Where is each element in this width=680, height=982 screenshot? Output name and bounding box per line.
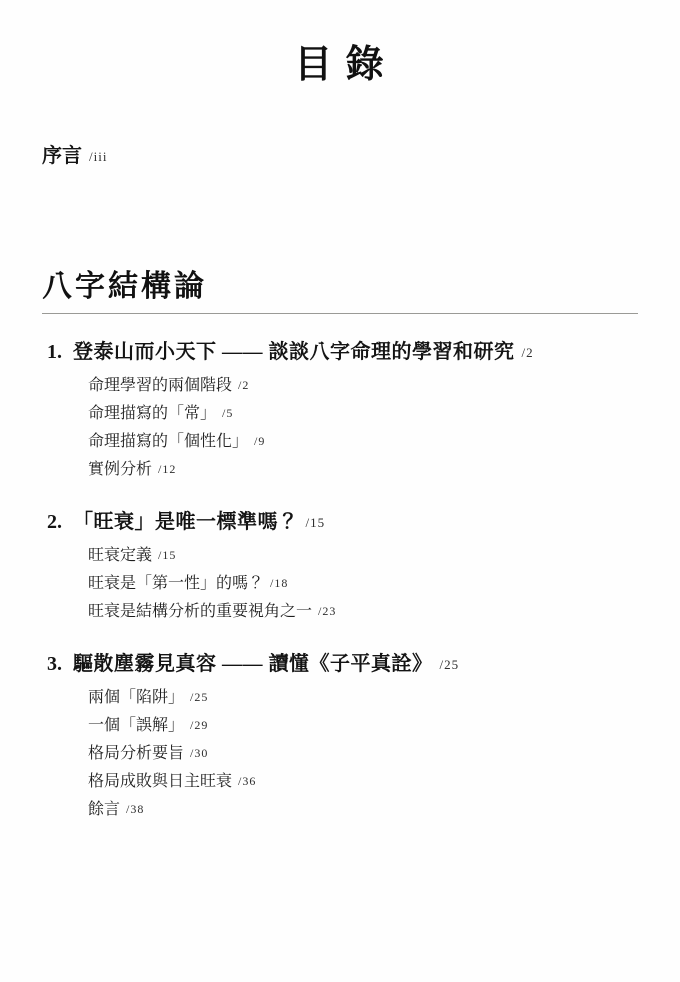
subsection-page-number: /25 bbox=[190, 689, 209, 704]
subsection-entry bbox=[42, 400, 638, 428]
subsection-entry bbox=[42, 712, 638, 740]
toc-chapter bbox=[42, 652, 638, 824]
subsection-entry bbox=[42, 598, 638, 626]
subsection-title: 兩個「陷阱」 bbox=[88, 688, 185, 706]
subsection-title: 格局成敗與日主旺衰 bbox=[88, 772, 233, 790]
subsection-page-number: /23 bbox=[318, 603, 337, 618]
chapter-number: 2. bbox=[47, 510, 62, 533]
subsection-title: 旺衰是結構分析的重要視角之一 bbox=[88, 602, 313, 620]
subsection-title: 命理描寫的「個性化」 bbox=[88, 432, 249, 450]
preface-page-number: /iii bbox=[89, 148, 108, 164]
toc-chapter bbox=[42, 510, 638, 626]
subsection-entry bbox=[42, 740, 638, 768]
chapter-page-number: /25 bbox=[439, 656, 460, 672]
subsection-title: 餘言 bbox=[88, 800, 121, 818]
subsection-entry bbox=[42, 428, 638, 456]
subsection-page-number: /2 bbox=[238, 377, 250, 392]
chapter-page-number: /15 bbox=[305, 514, 326, 530]
subsection-entry bbox=[42, 796, 638, 824]
subsection-entry bbox=[42, 768, 638, 796]
subsection-list bbox=[42, 684, 638, 824]
section-heading: 八字結構論 bbox=[42, 270, 638, 314]
subsection-page-number: /29 bbox=[190, 717, 209, 732]
subsection-entry bbox=[42, 542, 638, 570]
chapter-title-line bbox=[47, 340, 638, 366]
subsection-title: 命理描寫的「常」 bbox=[88, 404, 217, 422]
subsection-entry bbox=[42, 570, 638, 598]
chapter-list bbox=[42, 340, 638, 824]
page-title: 目 錄 bbox=[294, 44, 386, 86]
subsection-title: 旺衰是「第一性」的嗎？ bbox=[88, 574, 265, 592]
subsection-title: 旺衰定義 bbox=[88, 546, 153, 564]
subsection-title: 格局分析要旨 bbox=[88, 744, 185, 762]
subsection-list bbox=[42, 372, 638, 484]
subsection-title: 一個「誤解」 bbox=[88, 716, 185, 734]
chapter-number: 1. bbox=[47, 340, 62, 363]
subsection-page-number: /12 bbox=[158, 461, 177, 476]
subsection-entry bbox=[42, 456, 638, 484]
chapter-title: 「旺衰」是唯一標準嗎？ bbox=[73, 510, 299, 533]
chapter-title-line bbox=[47, 652, 638, 678]
subsection-page-number: /15 bbox=[158, 547, 177, 562]
chapter-title-line bbox=[47, 510, 638, 536]
chapter-title: 驅散塵霧見真容 —— 讀懂《子平真詮》 bbox=[73, 652, 433, 675]
preface-entry bbox=[42, 144, 638, 170]
subsection-page-number: /9 bbox=[254, 433, 266, 448]
subsection-page-number: /38 bbox=[126, 801, 145, 816]
subsection-title: 命理學習的兩個階段 bbox=[88, 376, 233, 394]
chapter-title: 登泰山而小天下 —— 談談八字命理的學習和研究 bbox=[73, 340, 515, 363]
chapter-number: 3. bbox=[47, 652, 62, 675]
subsection-entry bbox=[42, 684, 638, 712]
subsection-page-number: /5 bbox=[222, 405, 234, 420]
chapter-page-number: /2 bbox=[521, 344, 534, 360]
subsection-page-number: /36 bbox=[238, 773, 257, 788]
subsection-page-number: /18 bbox=[270, 575, 289, 590]
subsection-title: 實例分析 bbox=[88, 460, 153, 478]
subsection-list bbox=[42, 542, 638, 626]
subsection-entry bbox=[42, 372, 638, 400]
toc-chapter bbox=[42, 340, 638, 484]
subsection-page-number: /30 bbox=[190, 745, 209, 760]
preface-label: 序言 bbox=[42, 144, 82, 167]
